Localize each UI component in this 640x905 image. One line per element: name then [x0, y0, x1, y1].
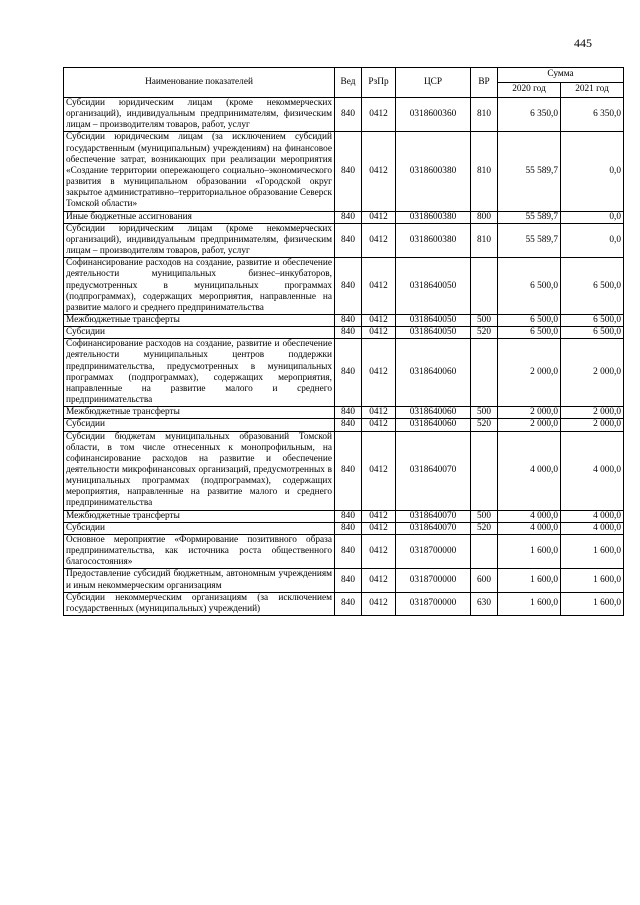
cell-vr: 520	[471, 419, 498, 431]
cell-y2021: 2 000,0	[561, 339, 624, 407]
header-ved: Вед	[335, 68, 362, 98]
cell-rzpr: 0412	[362, 419, 396, 431]
cell-y2020: 55 589,7	[498, 132, 561, 211]
cell-name: Иные бюджетные ассигнования	[64, 211, 335, 223]
cell-csr: 0318600380	[396, 211, 471, 223]
cell-vr: 500	[471, 510, 498, 522]
cell-vr	[471, 339, 498, 407]
cell-ved: 840	[335, 223, 362, 257]
cell-ved: 840	[335, 327, 362, 339]
cell-vr	[471, 258, 498, 315]
cell-ved: 840	[335, 534, 362, 568]
table-row	[64, 419, 624, 431]
cell-y2020: 4 000,0	[498, 522, 561, 534]
cell-csr: 0318700000	[396, 534, 471, 568]
cell-y2021: 0,0	[561, 211, 624, 223]
cell-y2020: 6 500,0	[498, 258, 561, 315]
header-row	[64, 68, 624, 83]
cell-csr: 0318640070	[396, 510, 471, 522]
cell-name: Субсидии юридическим лицам (за исключением субсидий государственным (муниципальным) учреждениям) на финансовое обеспечение затрат, возникающих при реализации мероприятия «Создание территории опережающего социально–экономического развития в муниципальном образовании «Городской округ закрытое административно–территориальное образование Северск Томской области»	[64, 132, 335, 211]
cell-csr: 0318640060	[396, 407, 471, 419]
header-2021: 2021 год	[561, 83, 624, 98]
table-row	[64, 327, 624, 339]
cell-y2020: 6 500,0	[498, 314, 561, 326]
cell-ved: 840	[335, 258, 362, 315]
cell-name: Софинансирование расходов на создание, развитие и обеспечение деятельности муниципальных бизнес–инкубаторов, предусмотренных в муниципальных программах (подпрограммах), содержащих мероприятия, направленные на развитие малого и среднего предпринимательства	[64, 258, 335, 315]
table-row	[64, 534, 624, 568]
cell-y2020: 4 000,0	[498, 431, 561, 510]
cell-y2021: 0,0	[561, 132, 624, 211]
cell-csr: 0318600380	[396, 223, 471, 257]
cell-vr: 520	[471, 522, 498, 534]
cell-y2021: 4 000,0	[561, 431, 624, 510]
cell-vr: 810	[471, 223, 498, 257]
header-2020: 2020 год	[498, 83, 561, 98]
table-row	[64, 211, 624, 223]
cell-vr: 600	[471, 569, 498, 592]
cell-y2020: 4 000,0	[498, 510, 561, 522]
cell-vr: 520	[471, 327, 498, 339]
table-row	[64, 510, 624, 522]
cell-csr: 0318700000	[396, 569, 471, 592]
cell-name: Основное мероприятие «Формирование позитивного образа предпринимательства, как источника роста общественного благосостояния»	[64, 534, 335, 568]
cell-y2020: 1 600,0	[498, 592, 561, 615]
cell-name: Субсидии некоммерческим организациям (за исключением государственных (муниципальных) учреждений)	[64, 592, 335, 615]
table-row	[64, 132, 624, 211]
table-row	[64, 407, 624, 419]
cell-y2021: 4 000,0	[561, 522, 624, 534]
header-csr: ЦСР	[396, 68, 471, 98]
header-rzpr: РзПр	[362, 68, 396, 98]
cell-ved: 840	[335, 510, 362, 522]
cell-rzpr: 0412	[362, 314, 396, 326]
cell-csr: 0318640060	[396, 339, 471, 407]
cell-rzpr: 0412	[362, 407, 396, 419]
cell-ved: 840	[335, 98, 362, 132]
table-row	[64, 339, 624, 407]
cell-ved: 840	[335, 407, 362, 419]
cell-csr: 0318600360	[396, 98, 471, 132]
cell-y2021: 6 500,0	[561, 327, 624, 339]
cell-name: Субсидии	[64, 327, 335, 339]
cell-y2021: 1 600,0	[561, 534, 624, 568]
cell-csr: 0318640050	[396, 258, 471, 315]
cell-rzpr: 0412	[362, 327, 396, 339]
cell-y2020: 2 000,0	[498, 407, 561, 419]
header-vr: ВР	[471, 68, 498, 98]
table-row	[64, 223, 624, 257]
cell-y2020: 1 600,0	[498, 534, 561, 568]
cell-y2020: 6 500,0	[498, 327, 561, 339]
cell-y2021: 6 500,0	[561, 314, 624, 326]
cell-y2020: 55 589,7	[498, 211, 561, 223]
cell-ved: 840	[335, 339, 362, 407]
cell-rzpr: 0412	[362, 223, 396, 257]
cell-rzpr: 0412	[362, 132, 396, 211]
cell-y2020: 1 600,0	[498, 569, 561, 592]
cell-ved: 840	[335, 314, 362, 326]
cell-vr	[471, 431, 498, 510]
budget-table	[63, 67, 624, 616]
cell-name: Софинансирование расходов на создание, развитие и обеспечение деятельности муниципальных центров поддержки предпринимательства, предусмотренных в муниципальных программах (подпрограммах), содержащих мероприятия, направленные на развитие малого и среднего предпринимательства	[64, 339, 335, 407]
table-row	[64, 258, 624, 315]
cell-y2021: 6 500,0	[561, 258, 624, 315]
cell-rzpr: 0412	[362, 211, 396, 223]
cell-rzpr: 0412	[362, 592, 396, 615]
cell-vr: 810	[471, 98, 498, 132]
cell-rzpr: 0412	[362, 510, 396, 522]
cell-vr	[471, 534, 498, 568]
cell-csr: 0318600380	[396, 132, 471, 211]
cell-y2021: 1 600,0	[561, 592, 624, 615]
cell-vr: 500	[471, 314, 498, 326]
cell-name: Межбюджетные трансферты	[64, 510, 335, 522]
cell-rzpr: 0412	[362, 522, 396, 534]
cell-y2021: 4 000,0	[561, 510, 624, 522]
cell-csr: 0318640070	[396, 522, 471, 534]
cell-name: Субсидии	[64, 522, 335, 534]
table-row	[64, 314, 624, 326]
table-row	[64, 592, 624, 615]
cell-y2021: 2 000,0	[561, 419, 624, 431]
cell-csr: 0318700000	[396, 592, 471, 615]
cell-rzpr: 0412	[362, 534, 396, 568]
cell-rzpr: 0412	[362, 569, 396, 592]
cell-ved: 840	[335, 592, 362, 615]
table-row	[64, 98, 624, 132]
cell-name: Субсидии	[64, 419, 335, 431]
cell-name: Субсидии бюджетам муниципальных образований Томской области, в том числе отнесенных к монопрофильным, на софинансирование расходов на развитие и обеспечение деятельности микрофинансовых организаций, предусмотренных в муниципальных программах (подпрограммах), содержащих мероприятия, направленные на развитие малого и среднего предпринимательства	[64, 431, 335, 510]
cell-csr: 0318640060	[396, 419, 471, 431]
cell-csr: 0318640070	[396, 431, 471, 510]
cell-y2021: 6 350,0	[561, 98, 624, 132]
cell-name: Субсидии юридическим лицам (кроме некоммерческих организаций), индивидуальным предпринимателям, физическим лицам – производителям товаров, работ, услуг	[64, 223, 335, 257]
table-row	[64, 522, 624, 534]
cell-rzpr: 0412	[362, 258, 396, 315]
cell-vr: 810	[471, 132, 498, 211]
table-body	[64, 98, 624, 616]
table-row	[64, 569, 624, 592]
cell-y2020: 6 350,0	[498, 98, 561, 132]
cell-vr: 800	[471, 211, 498, 223]
cell-y2020: 2 000,0	[498, 419, 561, 431]
cell-y2020: 55 589,7	[498, 223, 561, 257]
cell-name: Межбюджетные трансферты	[64, 407, 335, 419]
cell-y2021: 1 600,0	[561, 569, 624, 592]
cell-ved: 840	[335, 569, 362, 592]
cell-name: Межбюджетные трансферты	[64, 314, 335, 326]
cell-csr: 0318640050	[396, 327, 471, 339]
cell-ved: 840	[335, 211, 362, 223]
cell-ved: 840	[335, 419, 362, 431]
cell-name: Предоставление субсидий бюджетным, автономным учреждениям и иным некоммерческим организациям	[64, 569, 335, 592]
cell-vr: 630	[471, 592, 498, 615]
cell-ved: 840	[335, 132, 362, 211]
cell-ved: 840	[335, 431, 362, 510]
header-sum: Сумма	[498, 68, 624, 83]
cell-rzpr: 0412	[362, 339, 396, 407]
cell-csr: 0318640050	[396, 314, 471, 326]
cell-name: Субсидии юридическим лицам (кроме некоммерческих организаций), индивидуальным предпринимателям, физическим лицам – производителям товаров, работ, услуг	[64, 98, 335, 132]
cell-y2020: 2 000,0	[498, 339, 561, 407]
cell-rzpr: 0412	[362, 431, 396, 510]
cell-rzpr: 0412	[362, 98, 396, 132]
table-row	[64, 431, 624, 510]
header-name: Наименование показателей	[64, 68, 335, 98]
cell-ved: 840	[335, 522, 362, 534]
cell-y2021: 0,0	[561, 223, 624, 257]
cell-y2021: 2 000,0	[561, 407, 624, 419]
cell-vr: 500	[471, 407, 498, 419]
page-number: 445	[574, 36, 592, 50]
